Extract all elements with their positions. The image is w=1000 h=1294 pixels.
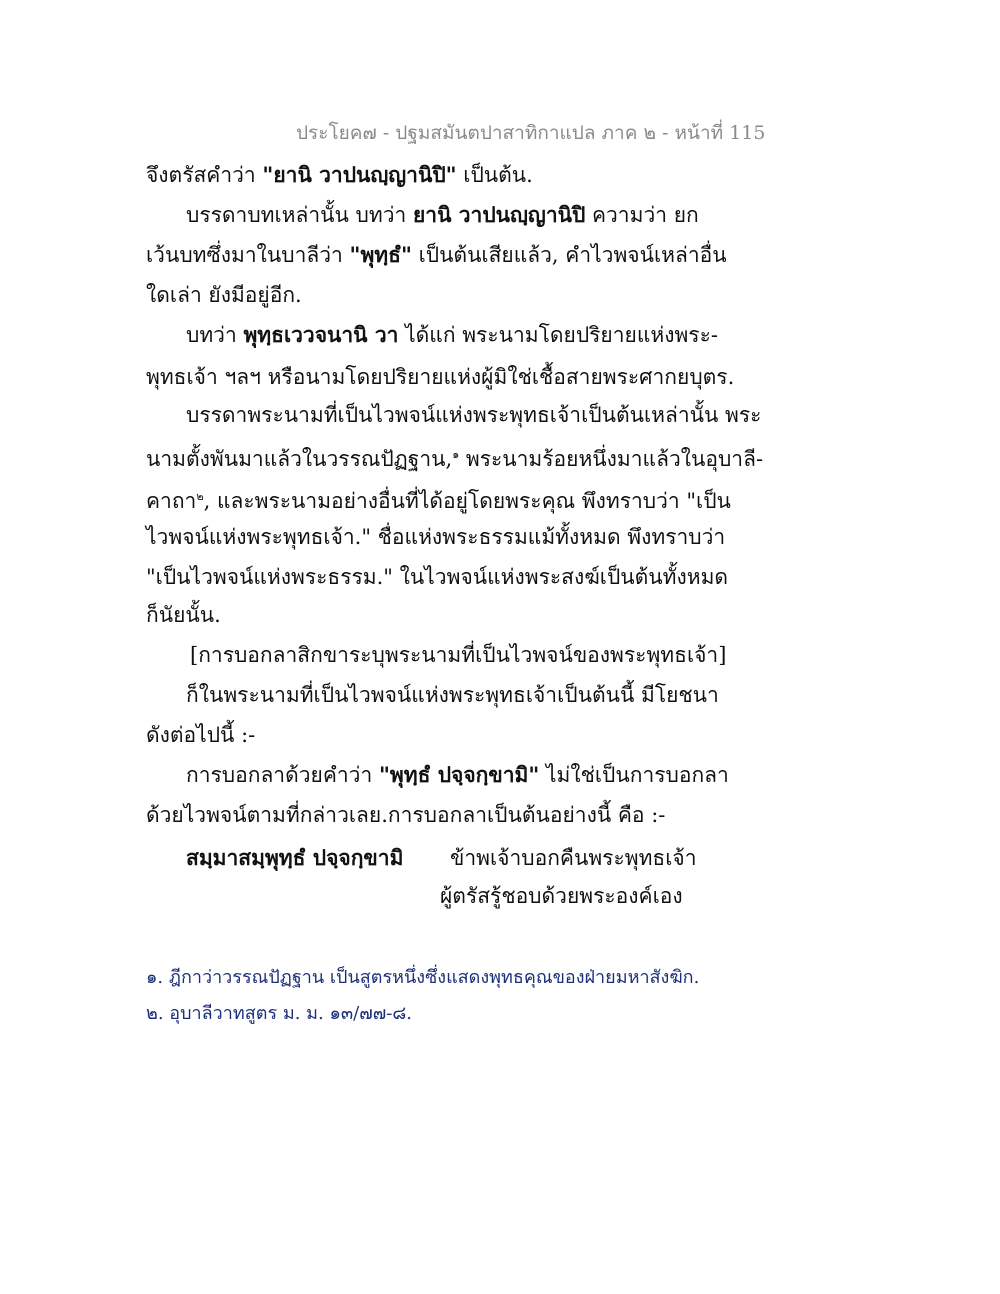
footnote: ๑. ฎีกาว่าวรรณปัฏฐาน เป็นสูตรหนึ่งซึ่งแสดงพุทธคุณของฝ่ายมหาสังฆิก. <box>146 967 700 988</box>
section-subheading: [การบอกลาสิกขาระบุพระนามที่เป็นไวพจน์ของพระพุทธเจ้า] <box>190 643 727 667</box>
footnote-ref: ๒ <box>196 490 204 503</box>
text-line: ก็นัยนั้น. <box>146 603 221 627</box>
text-line: เว้นบทซึ่งมาในบาลีว่า "พุทฺธํ" เป็นต้นเสียแล้ว, คำไวพจน์เหล่าอื่น <box>146 242 727 267</box>
text-line: การบอกลาด้วยคำว่า "พุทฺธํ ปจฺจกฺขามิ" ไม่ใช่เป็นการบอกลา <box>186 762 729 787</box>
verse-pali: สมฺมาสมฺพุทฺธํ ปจฺจกฺขามิ <box>186 845 404 870</box>
text-line: ก็ในพระนามที่เป็นไวพจน์แห่งพระพุทธเจ้าเป็นต้นนี้ มีโยชนา <box>186 683 719 707</box>
text-line: บรรดาพระนามที่เป็นไวพจน์แห่งพระพุทธเจ้าเป็นต้นเหล่านั้น พระ <box>186 403 762 427</box>
page-header: ประโยค๗ - ปฐมสมันตปาสาทิกาแปล ภาค ๒ - หน้าที่ 115 <box>296 122 766 144</box>
verse-translation: ผู้ตรัสรู้ชอบด้วยพระองค์เอง <box>440 884 683 908</box>
text-line: ด้วยไวพจน์ตามที่กล่าวเลย.การบอกลาเป็นต้นอย่างนี้ คือ :- <box>146 803 666 827</box>
text-line: คาถา$^๒$, และพระนามอย่างอื่นที่ได้อยู่โดยพระคุณ พึงทราบว่า "เป็น <box>146 489 731 513</box>
text-line: บทว่า พุทฺธเววจนานิ วา ได้แก่ พระนามโดยปริยายแห่งพระ- <box>186 322 718 347</box>
text-line: ใดเล่า ยังมีอยู่อีก. <box>146 283 302 307</box>
verse-translation: ข้าพเจ้าบอกคืนพระพุทธเจ้า <box>450 846 697 870</box>
text-line: ดังต่อไปนี้ :- <box>146 723 256 747</box>
text-line: จึงตรัสคำว่า "ยานิ วาปนญฺญานิปิ" เป็นต้น. <box>146 162 533 187</box>
text-line: "เป็นไวพจน์แห่งพระธรรม." ในไวพจน์แห่งพระสงฆ์เป็นต้นทั้งหมด <box>146 565 729 589</box>
footnote-ref: ๑ <box>452 448 460 461</box>
text-line: พุทธเจ้า ฯลฯ หรือนามโดยปริยายแห่งผู้มิใช่เชื้อสายพระศากยบุตร. <box>146 365 735 389</box>
footnote: ๒. อุบาลีวาทสูตร ม. ม. ๑๓/๗๗-๘. <box>146 1003 413 1024</box>
text-line: นามตั้งพันมาแล้วในวรรณปัฏฐาน,$^๑$ พระนามร้อยหนึ่งมาแล้วในอุบาลี- <box>146 447 764 471</box>
text-line: ไวพจน์แห่งพระพุทธเจ้า." ชื่อแห่งพระธรรมแม้ทั้งหมด พึงทราบว่า <box>146 525 726 549</box>
text-line: บรรดาบทเหล่านั้น บทว่า ยานิ วาปนญฺญานิปิ ความว่า ยก <box>186 202 699 227</box>
